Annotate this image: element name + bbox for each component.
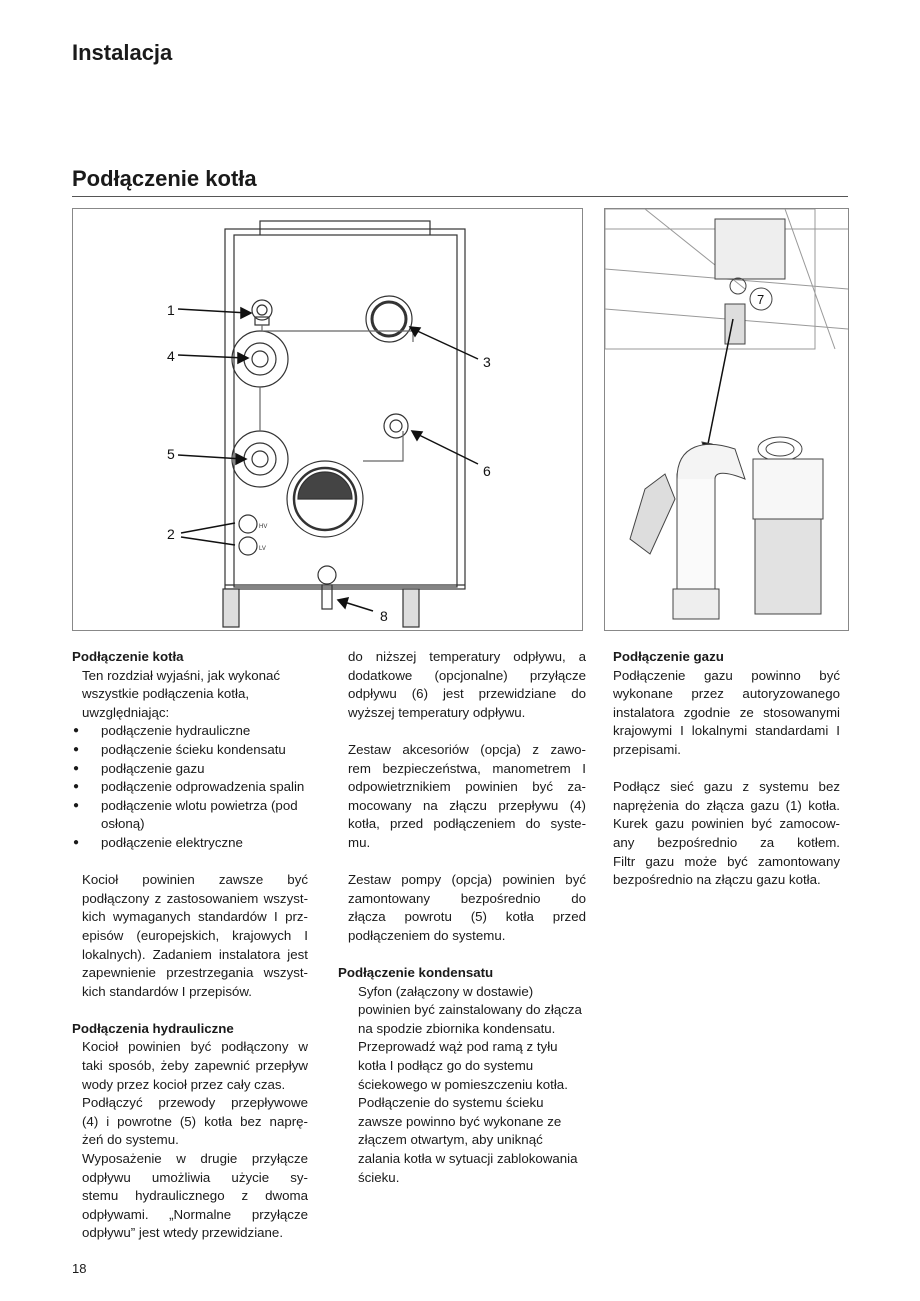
page-number: 18: [72, 1261, 87, 1276]
text-line: zapewnienie przestrzegania wszyst-: [82, 965, 308, 981]
text-line: osłoną): [101, 816, 145, 832]
paragraph: [72, 871, 308, 1001]
text-line: Podłączyć przewody przepływowe: [82, 1095, 308, 1111]
bullet-item: [72, 834, 308, 853]
text-line: any bezpośrednio za kotłem.: [613, 834, 840, 850]
paragraph-spacer: [348, 946, 586, 965]
callout-7: 7: [757, 292, 765, 307]
text-line: Podłącz sieć gazu z systemu bez: [613, 779, 840, 795]
text-column-1: [72, 648, 308, 1243]
title-divider: [72, 196, 848, 197]
text-line: zawsze powinno być wykonane ze: [358, 1113, 562, 1129]
bullet-icon: ●: [73, 743, 80, 755]
text-line: żeń do systemu.: [82, 1132, 179, 1148]
text-line: podłączenie ścieku kondensatu: [101, 741, 286, 757]
text-line: wykonane przez autoryzowanego: [613, 686, 840, 702]
text-line: ściekowego w pomieszczeniu kotła.: [358, 1076, 568, 1092]
bullet-item: [72, 797, 308, 834]
paragraph: [72, 1094, 308, 1150]
callout-4: 4: [167, 348, 175, 364]
paragraph: [72, 667, 308, 723]
text-line: do niższej temperatury odpływu, a: [348, 649, 586, 664]
siphon-diagram: [605, 209, 848, 630]
text-line: Kurek gazu powinien być zamocow-: [613, 816, 840, 832]
text-line: odpowietrznikiem powinien być za-: [348, 779, 586, 795]
text-line: podłączenie wlotu powietrza (pod: [101, 797, 298, 813]
text-line: dodatkowe (opcjonalne) przyłącze: [348, 667, 586, 683]
text-line: Zestaw akcesoriów (opcja) z zawo-: [348, 741, 586, 757]
text-line: rem bezpieczeństwa, manometrem I: [348, 760, 586, 776]
text-line: złącza powrotu (5) kotła przed: [348, 909, 586, 925]
bullet-item: [72, 722, 308, 741]
paragraph-spacer: [72, 853, 308, 872]
text-line: Filtr gazu może być zamontowany: [613, 853, 840, 869]
text-line: naprężenia do złącza gazu (1) kotła.: [613, 797, 840, 813]
text-line: mu.: [348, 834, 371, 850]
bullet-icon: ●: [73, 762, 80, 774]
text-line: podłączenie hydrauliczne: [101, 723, 251, 739]
paragraph-spacer: [348, 722, 586, 741]
text-line: taki sposób, żeby zapewnić przepływ: [82, 1058, 308, 1074]
section-heading: Podłączenie kondensatu: [338, 965, 494, 981]
text-line: Przeprowadź wąż pod ramą z tyłu: [358, 1039, 558, 1055]
text-line: powinien być zainstalowany do złącza: [358, 1002, 582, 1018]
text-line: krajowymi I lokalnymi standardami I: [613, 723, 840, 739]
section-heading: Podłączenia hydrauliczne: [72, 1020, 234, 1036]
text-line: (4) i powrotne (5) kotła bez naprę-: [82, 1113, 308, 1129]
text-line: instalatora zgodnie ze stosowanymi: [613, 704, 840, 720]
text-line: podłączenie odprowadzenia spalin: [101, 779, 305, 795]
text-line: wszystkie podłączenia kotła,: [82, 686, 250, 702]
text-column-3: [613, 648, 840, 890]
callout-5: 5: [167, 446, 175, 462]
bullet-icon: ●: [73, 799, 80, 811]
text-line: kotła I podłącz go do systemu: [358, 1058, 534, 1074]
text-line: stemu hydraulicznego z dwoma: [82, 1188, 308, 1204]
paragraph: [348, 648, 586, 722]
paragraph-spacer: [613, 760, 840, 779]
text-column-2: [338, 648, 586, 1187]
text-line: bezpośrednio na złączu gazu kotła.: [613, 872, 821, 888]
paragraph-spacer: [348, 853, 586, 872]
text-line: odpływami. „Normalne przyłącze: [82, 1206, 308, 1222]
text-line: przepisami.: [613, 741, 681, 757]
text-line: kotła, przed podłączeniem do syste-: [348, 816, 586, 832]
bullet-item: [72, 741, 308, 760]
bullet-item: [72, 778, 308, 797]
paragraph: [72, 1150, 308, 1243]
text-line: ścieku.: [358, 1169, 400, 1185]
text-line: podłączony z zastosowaniem wszyst-: [82, 890, 308, 906]
text-line: Kocioł powinien być podłączony w: [82, 1039, 308, 1055]
text-line: mocowany na złączu przepływu (4): [348, 797, 586, 813]
paragraph: [348, 741, 586, 853]
text-line: kich standardów I przepisów.: [82, 983, 252, 999]
boiler-connections-figure: [72, 208, 583, 631]
paragraph-spacer: [72, 1001, 308, 1020]
text-line: na spodzie zbiornika kondensatu.: [358, 1020, 556, 1036]
text-line: odpływu umożliwia użycie sy-: [82, 1169, 308, 1185]
text-line: wyższej temperatury odpływu.: [348, 704, 526, 720]
section-heading: Instalacja: [72, 40, 173, 65]
text-line: zamontowany bezpośrednio do: [348, 890, 586, 906]
paragraph: [613, 778, 840, 890]
text-line: Wyposażenie w drugie przyłącze: [82, 1151, 308, 1167]
bullet-list: [72, 722, 308, 852]
text-line: Syfon (załączony w dostawie): [358, 983, 534, 999]
callout-6: 6: [483, 463, 491, 479]
text-line: podłączeniem do systemu.: [348, 927, 506, 943]
page-title: Podłączenie kotła: [72, 166, 257, 191]
section-heading: Podłączenie gazu: [613, 649, 724, 664]
paragraph: [72, 1038, 308, 1094]
boiler-rear-diagram: [73, 209, 582, 630]
paragraph: [348, 871, 586, 945]
text-line: Kocioł powinien zawsze być: [82, 872, 308, 888]
text-line: Zestaw pompy (opcja) powinien być: [348, 872, 586, 888]
callout-3: 3: [483, 354, 491, 370]
text-line: uwzględniając:: [82, 704, 170, 720]
bullet-icon: ●: [73, 836, 80, 848]
callout-8: 8: [380, 608, 388, 624]
text-line: odpływu (6) jest przewidziane do: [348, 686, 586, 702]
text-line: Podłączenie gazu powinno być: [613, 667, 840, 683]
siphon-figure: [604, 208, 849, 631]
text-line: odpływu” jest wtedy przewidziane.: [82, 1225, 284, 1241]
bullet-icon: ●: [73, 725, 80, 737]
paragraph: [613, 667, 840, 760]
text-line: wody przez kocioł przez cały czas.: [82, 1076, 286, 1092]
paragraph: [348, 983, 586, 1188]
bullet-item: [72, 760, 308, 779]
text-line: Ten rozdział wyjaśni, jak wykonać: [82, 667, 281, 683]
text-line: Podłączenie do systemu ścieku: [358, 1095, 544, 1111]
text-line: lokalnych). Zadaniem instalatora jest: [82, 946, 308, 962]
callout-1: 1: [167, 302, 175, 318]
text-line: złączem otwartym, aby uniknąć: [358, 1132, 543, 1148]
text-line: zalania kotła w sytuacji zablokowania: [358, 1151, 578, 1167]
text-line: podłączenie gazu: [101, 760, 205, 776]
hv-label: HV: [259, 524, 268, 530]
lv-label: LV: [259, 546, 266, 552]
text-line: podłączenie elektryczne: [101, 834, 243, 850]
text-line: kich wymaganych standardów I prz-: [82, 909, 308, 925]
section-heading: Podłączenie kotła: [72, 649, 184, 664]
text-line: episów (europejskich, krajowych I: [82, 927, 308, 943]
callout-2: 2: [167, 526, 175, 542]
bullet-icon: ●: [73, 781, 80, 793]
